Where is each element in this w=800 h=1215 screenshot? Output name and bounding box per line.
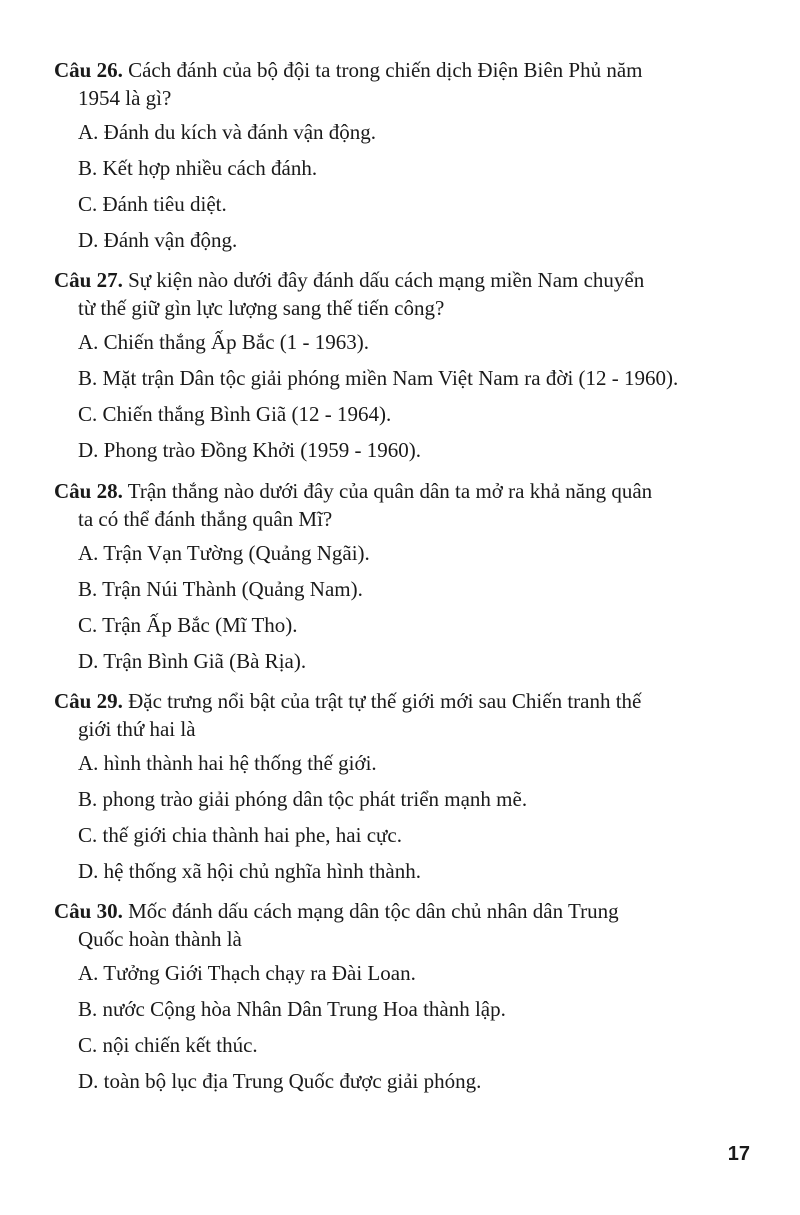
question-29-stem — [54, 688, 759, 714]
option-letter: C. — [78, 402, 98, 426]
question-30-stem — [54, 898, 759, 924]
option-letter: B. — [78, 156, 98, 180]
question-26-number: Câu 26. — [54, 58, 123, 82]
option-text: phong trào giải phóng dân tộc phát triển mạnh mẽ. — [102, 787, 528, 811]
question-30-option-b — [78, 996, 506, 1022]
question-27-option-a — [78, 329, 369, 355]
option-text: Kết hợp nhiều cách đánh. — [102, 156, 318, 180]
option-letter: A. — [78, 751, 99, 775]
question-29-number: Câu 29. — [54, 689, 123, 713]
question-29-text-line2: giới thứ hai là — [78, 717, 196, 741]
question-27 — [54, 267, 759, 462]
option-letter: A. — [78, 330, 99, 354]
question-26 — [54, 57, 759, 252]
question-27-text-line1: Sự kiện nào dưới đây đánh dấu cách mạng miền Nam chuyển — [128, 268, 645, 292]
option-text: Trận Vạn Tường (Quảng Ngãi). — [103, 541, 370, 565]
option-text: nội chiến kết thúc. — [102, 1033, 258, 1057]
option-letter: C. — [78, 613, 98, 637]
option-letter: D. — [78, 438, 99, 462]
question-27-stem — [54, 267, 759, 293]
option-text: toàn bộ lục địa Trung Quốc được giải phóng. — [103, 1069, 482, 1093]
question-29-option-b — [78, 786, 527, 812]
question-26-option-d — [78, 227, 237, 253]
option-letter: B. — [78, 577, 98, 601]
question-30-option-c — [78, 1032, 258, 1058]
question-26-option-c — [78, 191, 227, 217]
option-letter: B. — [78, 366, 98, 390]
option-text: Chiến thắng Bình Giã (12 - 1964). — [102, 402, 392, 426]
question-28-stem — [54, 478, 759, 504]
option-text: hệ thống xã hội chủ nghĩa hình thành. — [103, 859, 421, 883]
option-letter: A. — [78, 961, 99, 985]
question-28-text-line2: ta có thể đánh thắng quân Mĩ? — [78, 507, 333, 531]
question-30-number: Câu 30. — [54, 899, 123, 923]
question-29-text-line1: Đặc trưng nổi bật của trật tự thế giới mới sau Chiến tranh thế — [128, 689, 642, 713]
question-30 — [54, 898, 759, 1093]
option-letter: D. — [78, 228, 99, 252]
question-26-option-a — [78, 119, 376, 145]
question-29-option-c — [78, 822, 402, 848]
option-text: hình thành hai hệ thống thế giới. — [103, 751, 377, 775]
option-letter: C. — [78, 192, 98, 216]
question-26-text-line1: Cách đánh của bộ đội ta trong chiến dịch Điện Biên Phủ năm — [128, 58, 643, 82]
question-30-option-a — [78, 960, 416, 986]
option-letter: D. — [78, 859, 99, 883]
option-text: Đánh du kích và đánh vận động. — [103, 120, 377, 144]
question-30-option-d — [78, 1068, 481, 1094]
page-number: 17 — [727, 1143, 750, 1165]
question-27-text-line2: từ thế giữ gìn lực lượng sang thế tiến công? — [78, 296, 445, 320]
question-29-option-a — [78, 750, 377, 776]
option-letter: D. — [78, 649, 99, 673]
option-text: nước Cộng hòa Nhân Dân Trung Hoa thành lập. — [102, 997, 506, 1021]
question-28-option-c — [78, 612, 298, 638]
option-text: Đánh tiêu diệt. — [102, 192, 227, 216]
option-letter: D. — [78, 1069, 99, 1093]
option-letter: C. — [78, 1033, 98, 1057]
question-28-text-line1: Trận thắng nào dưới đây của quân dân ta mở ra khả năng quân — [127, 479, 653, 503]
question-28 — [54, 478, 759, 673]
question-28-option-b — [78, 576, 363, 602]
option-text: Trận Núi Thành (Quảng Nam). — [102, 577, 363, 601]
option-text: thế giới chia thành hai phe, hai cực. — [102, 823, 402, 847]
question-30-text-line2: Quốc hoàn thành là — [78, 927, 242, 951]
option-text: Chiến thắng Ấp Bắc (1 - 1963). — [103, 330, 370, 354]
option-letter: A. — [78, 541, 99, 565]
question-29 — [54, 688, 759, 883]
option-text: Tưởng Giới Thạch chạy ra Đài Loan. — [103, 961, 416, 985]
question-26-stem — [54, 57, 759, 83]
option-letter: A. — [78, 120, 99, 144]
option-letter: B. — [78, 787, 98, 811]
question-27-option-c — [78, 401, 391, 427]
option-text: Đánh vận động. — [103, 228, 238, 252]
question-26-text-line2: 1954 là gì? — [78, 86, 172, 110]
option-text: Trận Bình Giã (Bà Rịa). — [103, 649, 307, 673]
question-28-option-a — [78, 540, 370, 566]
question-27-number: Câu 27. — [54, 268, 123, 292]
question-27-option-b — [78, 365, 678, 391]
question-26-option-b — [78, 155, 317, 181]
option-text: Phong trào Đồng Khởi (1959 - 1960). — [103, 438, 421, 462]
option-text: Trận Ấp Bắc (Mĩ Tho). — [102, 613, 298, 637]
question-30-text-line1: Mốc đánh dấu cách mạng dân tộc dân chủ nhân dân Trung — [128, 899, 619, 923]
option-text: Mặt trận Dân tộc giải phóng miền Nam Việt Nam ra đời (12 - 1960). — [102, 366, 679, 390]
question-28-option-d — [78, 648, 306, 674]
question-28-number: Câu 28. — [54, 479, 123, 503]
question-27-option-d — [78, 437, 421, 463]
question-29-option-d — [78, 858, 421, 884]
option-letter: C. — [78, 823, 98, 847]
option-letter: B. — [78, 997, 98, 1021]
